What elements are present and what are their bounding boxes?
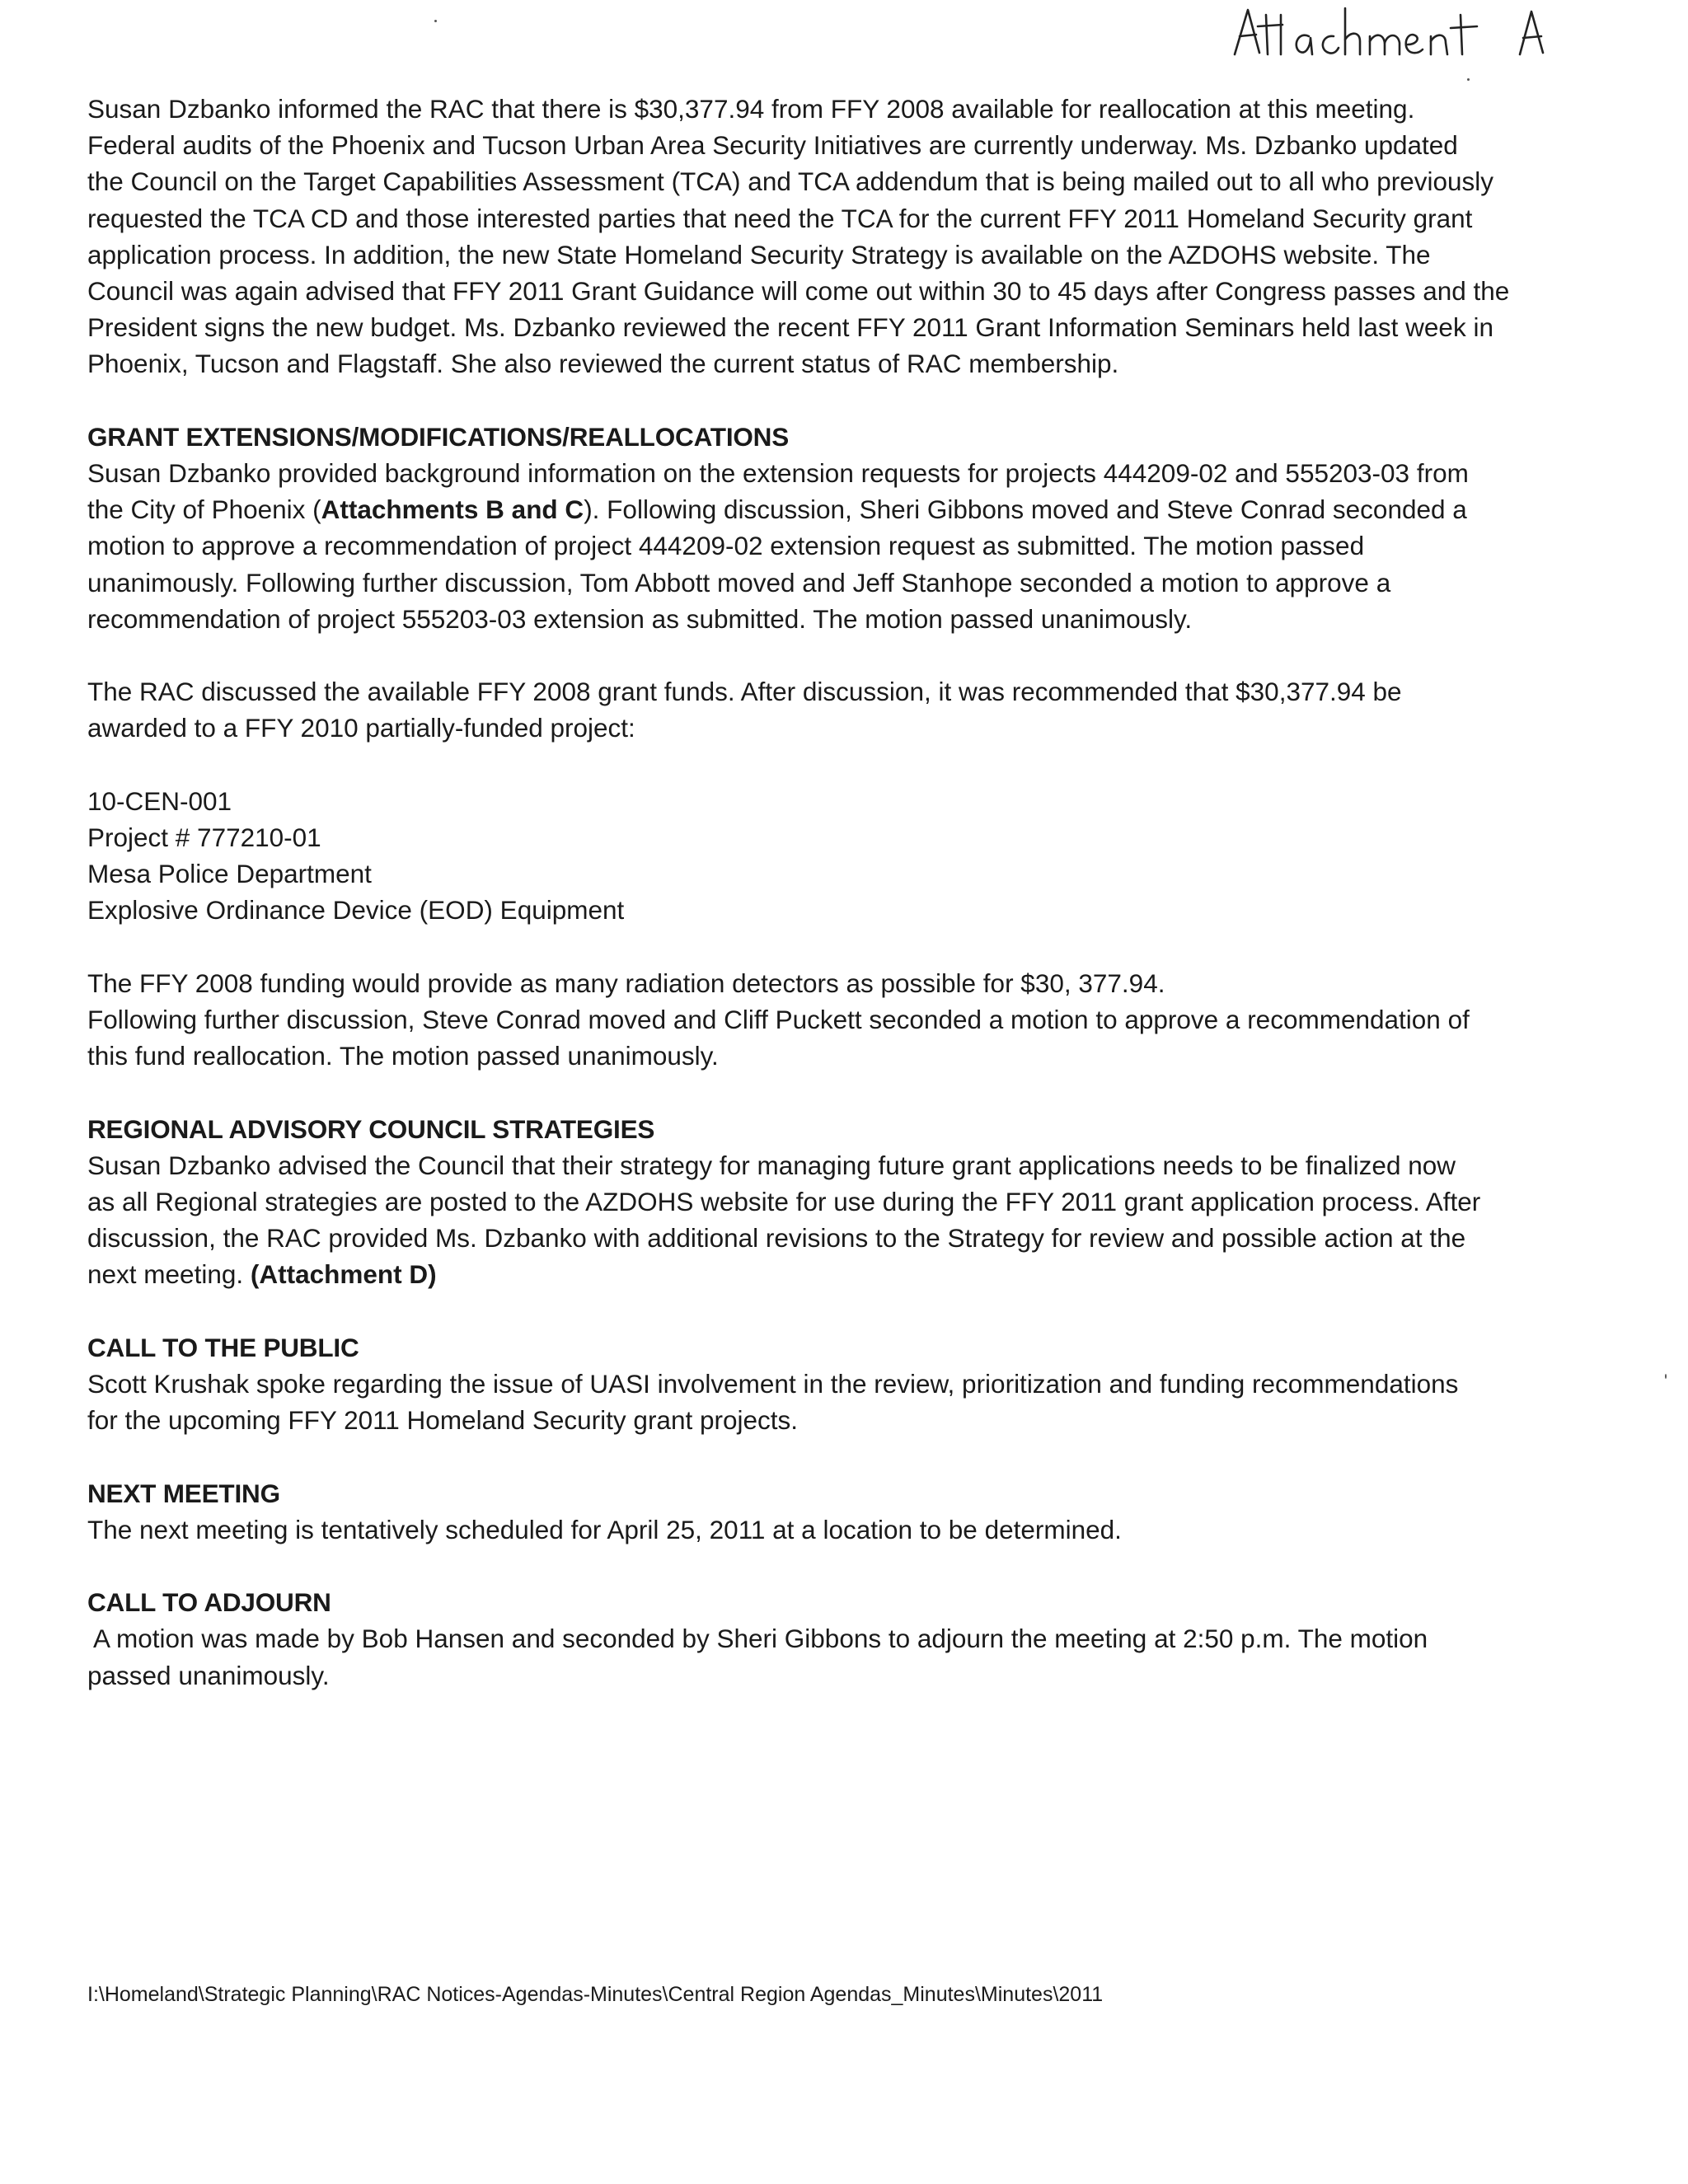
strategies-line: Susan Dzbanko advised the Council that their strategy for managing future grant applications needs to be finalized now xyxy=(87,1150,1456,1180)
rac-strategies-section xyxy=(87,1111,1596,1293)
intro-line: requested the TCA CD and those interested parties that need the TCA for the current FFY 2011 Homeland Security grant xyxy=(87,203,1473,233)
section-heading-rac-strategies: REGIONAL ADVISORY COUNCIL STRATEGIES xyxy=(87,1113,655,1144)
grant-funds-paragraph xyxy=(87,673,1596,746)
strategies-line: next meeting. (Attachment D) xyxy=(87,1259,437,1290)
strategies-line: discussion, the RAC provided Ms. Dzbanko with additional revisions to the Strategy for review and possible action at the xyxy=(87,1223,1466,1254)
grant-line: recommendation of project 555203-03 extension as submitted. The motion passed unanimously. xyxy=(87,603,1193,634)
section-heading-call-to-adjourn: CALL TO ADJOURN xyxy=(87,1587,331,1618)
public-line: Scott Krushak spoke regarding the issue of UASI involvement in the review, prioritization and funding recommendations xyxy=(87,1369,1459,1399)
scan-speck xyxy=(434,20,437,22)
attachments-b-c-reference: Attachments B and C xyxy=(321,494,584,525)
project-number: Project # 777210-01 xyxy=(87,823,321,853)
strategies-line: as all Regional strategies are posted to the AZDOHS website for use during the FFY 2011 grant application process. After xyxy=(87,1187,1481,1217)
funding-line: Following further discussion, Steve Conrad moved and Cliff Puckett seconded a motion to approve a recommendation of xyxy=(87,1005,1470,1035)
project-agency: Mesa Police Department xyxy=(87,859,372,889)
next-meeting-text: The next meeting is tentatively scheduled for April 25, 2011 at a location to be determined. xyxy=(87,1514,1122,1544)
call-to-public-section xyxy=(87,1329,1596,1439)
scan-speck xyxy=(1467,78,1470,81)
intro-line: the Council on the Target Capabilities Assessment (TCA) and TCA addendum that is being mailed out to all who previously xyxy=(87,166,1494,197)
grant-line: motion to approve a recommendation of project 444209-02 extension request as submitted. The motion passed xyxy=(87,531,1365,561)
intro-line: President signs the new budget. Ms. Dzbanko reviewed the recent FFY 2011 Grant Information Seminars held last week in xyxy=(87,312,1493,343)
public-line: for the upcoming FFY 2011 Homeland Security grant projects. xyxy=(87,1405,799,1436)
project-details xyxy=(87,783,1596,929)
project-title: Explosive Ordinance Device (EOD) Equipment xyxy=(87,895,625,926)
section-heading-next-meeting: NEXT MEETING xyxy=(87,1478,280,1508)
handwritten-attachment-a-annotation xyxy=(1230,3,1584,69)
section-heading-grant-extensions: GRANT EXTENSIONS/MODIFICATIONS/REALLOCATIONS xyxy=(87,421,790,452)
grant-line: unanimously. Following further discussion, Tom Abbott moved and Jeff Stanhope seconded a motion to approve a xyxy=(87,567,1391,598)
funding-line: The FFY 2008 funding would provide as many radiation detectors as possible for $30, 377.94. xyxy=(87,968,1165,998)
intro-line: Council was again advised that FFY 2011 Grant Guidance will come out within 30 to 45 days after Congress passes and the xyxy=(87,276,1510,307)
section-heading-call-to-public: CALL TO THE PUBLIC xyxy=(87,1332,359,1362)
intro-line: Phoenix, Tucson and Flagstaff. She also reviewed the current status of RAC membership. xyxy=(87,349,1119,379)
funding-paragraph xyxy=(87,965,1596,1075)
intro-line: Susan Dzbanko informed the RAC that there is $30,377.94 from FFY 2008 available for reallocation at this meeting. xyxy=(87,94,1415,124)
next-meeting-section xyxy=(87,1475,1596,1548)
funds-line: The RAC discussed the available FFY 2008 grant funds. After discussion, it was recommended that $30,377.94 be xyxy=(87,677,1402,707)
adjourn-line: A motion was made by Bob Hansen and seconded by Sheri Gibbons to adjourn the meeting at 2:50 p.m. The motion xyxy=(87,1624,1428,1654)
grant-extensions-section xyxy=(87,419,1596,637)
intro-line: Federal audits of the Phoenix and Tucson Urban Area Security Initiatives are currently underway. Ms. Dzbanko updated xyxy=(87,130,1458,161)
funding-line: this fund reallocation. The motion passed unanimously. xyxy=(87,1041,719,1071)
intro-paragraph xyxy=(87,91,1596,382)
attachment-d-reference: (Attachment D) xyxy=(250,1259,437,1290)
project-code: 10-CEN-001 xyxy=(87,785,232,816)
call-to-adjourn-section xyxy=(87,1584,1596,1694)
adjourn-line: passed unanimously. xyxy=(87,1660,330,1690)
handwritten-attachment-label xyxy=(1230,3,1584,69)
scan-speck xyxy=(1665,1374,1667,1379)
file-path-footer: I:\Homeland\Strategic Planning\RAC Notices-Agendas-Minutes\Central Region Agendas_Minutes\Minutes\2011 xyxy=(87,1983,1104,2006)
intro-line: application process. In addition, the new State Homeland Security Strategy is available on the AZDOHS website. The xyxy=(87,239,1431,269)
grant-line: the City of Phoenix (Attachments B and C). Following discussion, Sheri Gibbons moved and Steve Conrad seconded a xyxy=(87,494,1467,525)
funds-line: awarded to a FFY 2010 partially-funded project: xyxy=(87,713,635,743)
minutes-body xyxy=(87,91,1596,1730)
grant-line: Susan Dzbanko provided background information on the extension requests for projects 444209-02 and 555203-03 from xyxy=(87,458,1469,489)
